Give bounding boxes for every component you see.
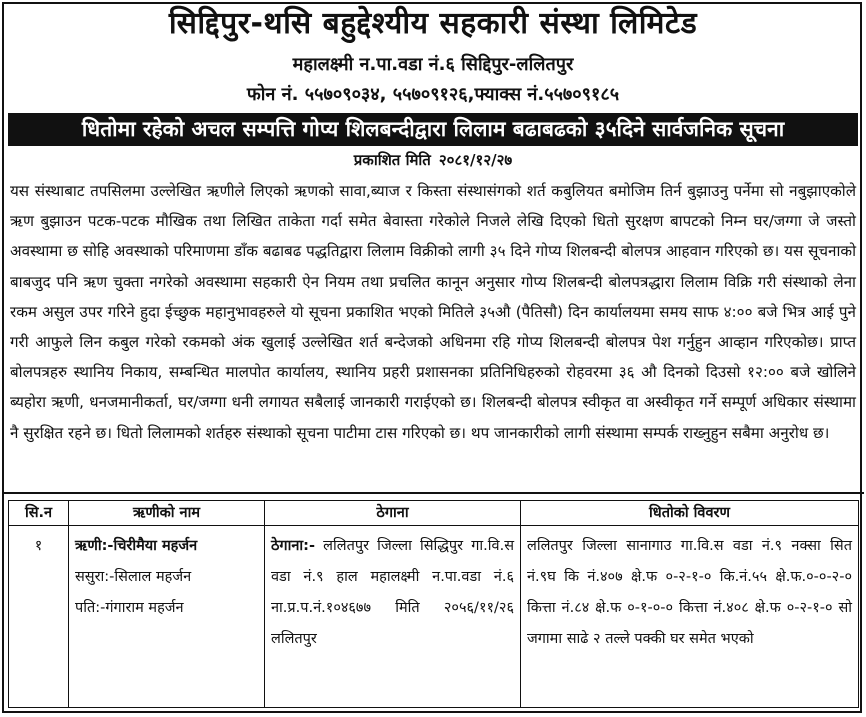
borrower-line	[75, 531, 258, 562]
header-address: ठेगाना	[265, 501, 521, 526]
row-borrower-cell	[69, 526, 265, 708]
notice-body-text: यस संस्थाबाट तपसिलमा उल्लेखित ऋणीले लिएको ऋणको सावा,ब्याज र किस्ता संस्थासंगको शर्त कबुलियत बमोजिम तिर्न बुझाउनु पर्नेमा सो नबुझाएकोले ऋण बुझाउन पटक-पटक मौखिक तथा लिखित ताकेता गर्दा समेत बेवास्ता गरेकोले निजले लेखि दिएको धितो सुरक्षण बापटको निम्न घर/जग्गा जे जस्तो अवस्थामा छ सोहि अवस्थाको परिमाणमा डाँक बढाबढ पद्धतिद्वारा लिलाम विक्रीको लागी ३५ दिने गोप्य शिलबन्दी बोलपत्र आहवान गरिएको छ। यस सूचनाको बाबजुद पनि ऋण चुक्ता नगरेको अवस्थामा सहकारी ऐन नियम तथा प्रचलित कानून अनुसार गोप्य शिलबन्दी बोलपत्रद्धारा लिलाम विक्रि गरी संस्थाको लेना रकम असुल उपर गरिने हुदा ईच्छुक महानुभावहरुले यो सूचना प्रकाशित भएको मितिले ३५औ (पैतिसौ) दिन कार्यालयमा समय साफ ४:०० बजे भित्र आई पुने गरी आफुले लिन कबुल गरेको रकमको अंक खुलाई उल्लेखित शर्त बन्देजको अधिनमा रहि गोप्य शिलबन्दी बोलपत्र पेश गर्नुहुन आव्हान गरिएकोछ। प्राप्त बोलपत्रहरु स्थानिय निकाय, सम्बन्धित मालपोत कार्यालय, स्थानिय प्रहरी प्रशासनका प्रतिनिधिहरुको रोहवरमा ३६ औ दिनको दिउसो १२:०० बजे खोलिने ब्यहोरा ऋणी, धनजमानीकर्ता, घर/जग्गा धनी लगायत सबैलाई जानकारी गराईएको छ। शिलबन्दी बोलपत्र स्वीकृत वा अस्वीकृत गर्ने सम्पूर्ण अधिकार संस्थामा नै सुरक्षित रहने छ। धितो लिलामको शर्तहरु संस्थाको सूचना पाटीमा टास गरिएको छ। थप जानकारीको लागी संस्थामा सम्पर्क राख्नुहुन सबैमा अनुरोध छ।	[10, 182, 856, 442]
father-in-law: ससुरा:-सिलाल महर्जन	[75, 569, 192, 585]
husband: पति:-गंगाराम महर्जन	[75, 600, 184, 616]
collateral-table	[8, 500, 859, 708]
published-label: प्रकाशित मिति	[353, 151, 431, 169]
row-address-cell	[265, 526, 521, 708]
notice-body	[10, 176, 856, 448]
borrower-label: ऋणी:-	[75, 538, 114, 554]
notice-title: धितोमा रहेको अचल सम्पत्ति गोप्य शिलबन्दीद्वारा लिलाम बढाबढको ३५दिने सार्वजनिक सूचना	[8, 113, 858, 146]
address-label: ठेगाना:-	[271, 538, 315, 554]
borrower-name: चिरीमैया महर्जन	[113, 538, 198, 554]
org-contact: फोन नं. ५५७०९०३४, ५५७०९१२६,फ्याक्स नं.५५७०९१८५	[246, 84, 620, 105]
section-divider	[2, 492, 864, 494]
org-address: महालक्ष्मी न.पा.वडा नं.६ सिद्दिपुर-ललितपुर	[292, 54, 574, 75]
address-text: ललितपुर जिल्ला सिद्धिपुर गा.वि.स वडा नं.९ हाल महालक्ष्मी न.पा.वडा नं.६ ना.प्र.प.नं.१०४६७७ मिति २०५६/११/२६ ललितपुर	[271, 538, 515, 647]
table-header-row	[9, 501, 859, 526]
header-collateral: धितोको विवरण	[521, 501, 859, 526]
org-name: सिद्दिपुर-थसि बहुद्देश्यीय सहकारी संस्था लिमिटेड	[168, 6, 698, 41]
row-sn: १	[9, 526, 69, 708]
header-borrower: ऋणीको नाम	[69, 501, 265, 526]
table-row	[9, 526, 859, 708]
published-date-line	[0, 149, 866, 171]
published-date: २०८१/१२/२७	[438, 151, 513, 169]
header-sn: सि.न	[9, 501, 69, 526]
row-collateral-cell: ललितपुर जिल्ला सानागाउ गा.वि.स वडा नं.९ नक्सा सित नं.९घ कि नं.४०७ क्षे.फ ०-२-१-० कि.नं.५५ क्षे.फ.०-०-२-० कित्ता नं.८४ क्षे.फ ०-१-०-० कित्ता नं.४०८ क्षे.फ ०-२-१-० सो जगामा साढे २ तल्ले पक्की घर समेत भएको	[521, 526, 859, 708]
